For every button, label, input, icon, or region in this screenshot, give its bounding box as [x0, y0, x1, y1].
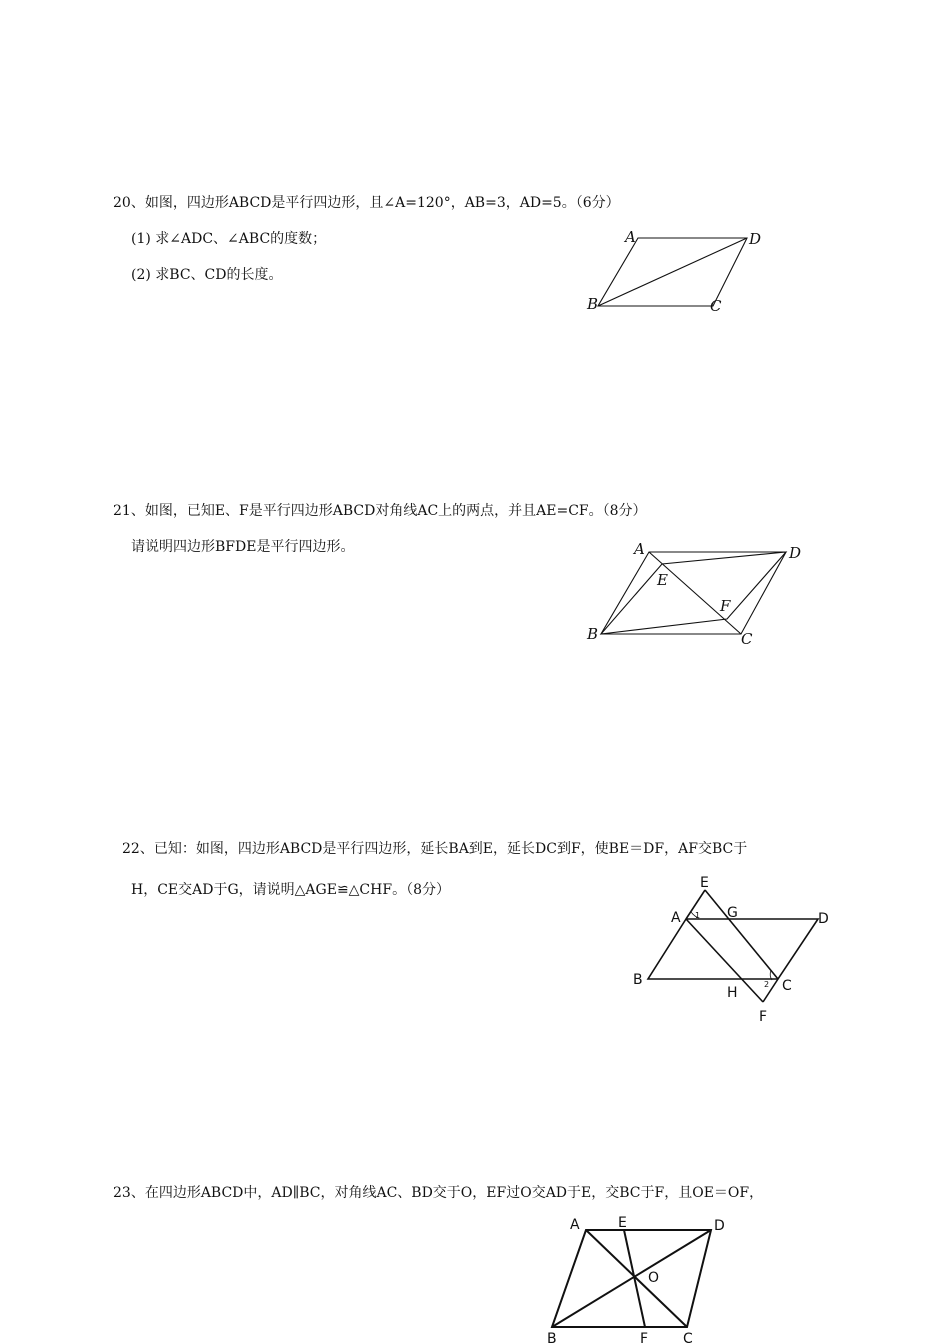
problem-22-figure: [625, 873, 840, 1023]
label-a: A: [570, 1217, 580, 1233]
problem-22-stem-line-2: H，CE交AD于G，请说明△AGE≌△CHF。（8分）: [131, 882, 450, 898]
label-d: D: [818, 911, 829, 927]
parallelogram-abcd: [601, 552, 786, 634]
quadrilateral-bfde: [601, 552, 786, 634]
segment-ce: [705, 890, 778, 979]
problem-21-figure: [580, 535, 810, 655]
label-a: A: [634, 540, 645, 558]
problem-20-stem: 20、如图，四边形ABCD是平行四边形，且∠A=120°，AB=3，AD=5。（6分）: [113, 195, 620, 211]
label-angle-2: 2: [764, 980, 770, 989]
problem-22-stem-line-1: 22、已知：如图，四边形ABCD是平行四边形，延长BA到E，延长DC到F，使BE＝DF，AF交BC于: [122, 841, 748, 857]
label-c: C: [741, 630, 753, 648]
label-d: D: [789, 544, 802, 562]
label-d: D: [714, 1218, 725, 1234]
label-b: B: [547, 1331, 557, 1344]
problem-23-figure: [538, 1212, 738, 1344]
problem-20-part-2: (2) 求BC、CD的长度。: [131, 267, 283, 283]
label-e: E: [657, 571, 668, 589]
label-b: B: [587, 625, 599, 643]
label-b: B: [587, 295, 599, 313]
label-c: C: [710, 297, 722, 315]
diagonal-ac: [586, 1230, 687, 1327]
label-angle-1: 1: [695, 911, 701, 920]
label-e: E: [618, 1215, 627, 1231]
label-o: O: [648, 1270, 660, 1286]
label-c: C: [683, 1331, 693, 1344]
segment-af: [686, 919, 763, 1002]
label-e: E: [700, 875, 709, 891]
problem-23-stem: 23、在四边形ABCD中，AD∥BC，对角线AC、BD交于O，EF过O交AD于E，交BC于F，且OE＝OF，: [113, 1185, 764, 1201]
label-f: F: [640, 1331, 649, 1344]
problem-21-part-1: 请说明四边形BFDE是平行四边形。: [131, 539, 355, 555]
problem-20-part-1: (1) 求∠ADC、∠ABC的度数；: [131, 231, 327, 247]
problem-21-stem: 21、如图，已知E、F是平行四边形ABCD对角线AC上的两点，并且AE=CF。（8分）: [113, 503, 647, 519]
label-c: C: [782, 978, 792, 994]
label-f: F: [720, 597, 731, 615]
label-b: B: [633, 972, 643, 988]
problem-20-figure: [580, 225, 770, 320]
label-d: D: [749, 230, 762, 248]
label-g: G: [727, 905, 738, 921]
segment-ef: [624, 1230, 645, 1327]
diagonal-bd: [598, 238, 747, 306]
label-a: A: [671, 910, 681, 926]
label-f: F: [759, 1009, 768, 1025]
diagonal-bd: [552, 1230, 711, 1327]
label-h: H: [727, 985, 738, 1001]
label-a: A: [625, 228, 636, 246]
